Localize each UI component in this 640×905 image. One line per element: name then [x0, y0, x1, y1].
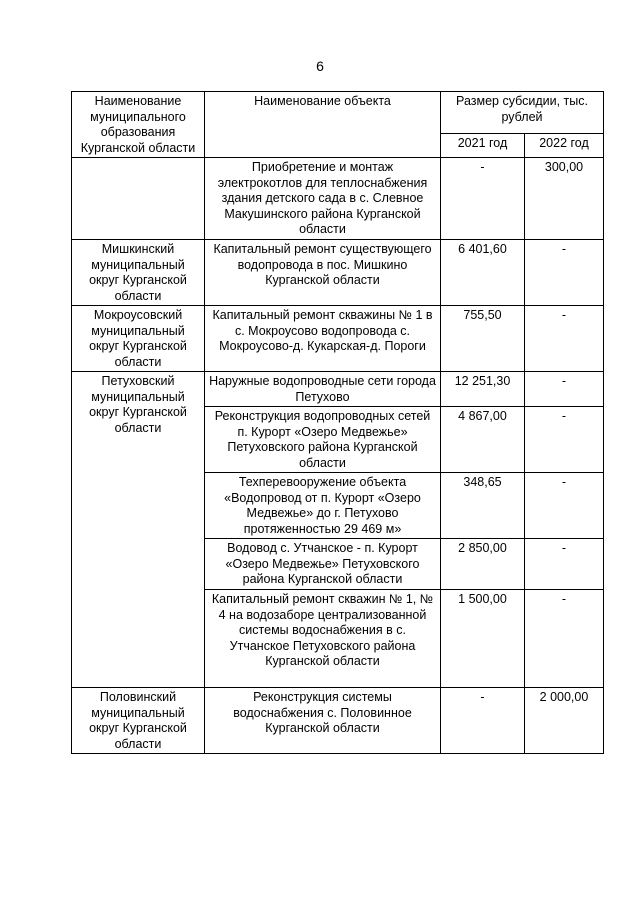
cell-object: Техперевооружение объекта «Водопровод от п. Курорт «Озеро Медвежье» до г. Петухово протяженностью 29 469 м»	[205, 473, 441, 539]
cell-object: Капитальный ремонт скважины № 1 в с. Мокроусово водопровода с. Мокроусово-д. Кукарская-д. Пороги	[205, 306, 441, 372]
cell-2021: 348,65	[441, 473, 525, 539]
cell-2022: -	[525, 590, 604, 688]
cell-2021: 755,50	[441, 306, 525, 372]
cell-object: Наружные водопроводные сети города Петухово	[205, 372, 441, 407]
cell-2022: -	[525, 240, 604, 306]
cell-object: Капитальный ремонт существующего водопровода в пос. Мишкино Курганской области	[205, 240, 441, 306]
cell-municipality: Мокроусовский муниципальный округ Курганской области	[72, 306, 205, 372]
table-row	[72, 306, 604, 372]
cell-2022: -	[525, 407, 604, 473]
cell-2021: 2 850,00	[441, 539, 525, 590]
header-municipality: Наименование муниципального образования Курганской области	[72, 92, 205, 158]
page-number: 6	[316, 58, 324, 74]
header-year-2022: 2022 год	[525, 133, 604, 157]
cell-object: Водовод с. Утчанское - п. Курорт «Озеро Медвежье» Петуховского района Курганской области	[205, 539, 441, 590]
cell-object: Реконструкция системы водоснабжения с. Половинное Курганской области	[205, 688, 441, 754]
cell-object: Приобретение и монтаж электрокотлов для теплоснабжения здания детского сада в с. Слевное Макушинского района Курганской области	[205, 158, 441, 240]
table-row	[72, 158, 604, 240]
cell-2021: 4 867,00	[441, 407, 525, 473]
cell-2022: 2 000,00	[525, 688, 604, 754]
header-subsidy: Размер субсидии, тыс. рублей	[441, 92, 604, 134]
cell-2021: 1 500,00	[441, 590, 525, 688]
header-year-2021: 2021 год	[441, 133, 525, 157]
table-row	[72, 240, 604, 306]
cell-municipality: Половинский муниципальный округ Курганской области	[72, 688, 205, 754]
cell-municipality: Мишкинский муниципальный округ Курганской области	[72, 240, 205, 306]
cell-2021: -	[441, 158, 525, 240]
cell-2022: 300,00	[525, 158, 604, 240]
table-header-row	[72, 92, 604, 134]
cell-object: Реконструкция водопроводных сетей п. Курорт «Озеро Медвежье» Петуховского района Курганской области	[205, 407, 441, 473]
cell-2022: -	[525, 306, 604, 372]
subsidy-table	[71, 91, 604, 754]
cell-2021: 12 251,30	[441, 372, 525, 407]
cell-municipality: Петуховский муниципальный округ Курганской области	[72, 372, 205, 688]
cell-2022: -	[525, 473, 604, 539]
table-row	[72, 372, 604, 407]
cell-municipality	[72, 158, 205, 240]
table-row	[72, 688, 604, 754]
cell-2022: -	[525, 372, 604, 407]
cell-2021: -	[441, 688, 525, 754]
cell-object: Капитальный ремонт скважин № 1, № 4 на водозаборе централизованной системы водоснабжения в с. Утчанское Петуховского района Курганской области	[205, 590, 441, 688]
cell-2021: 6 401,60	[441, 240, 525, 306]
header-object: Наименование объекта	[205, 92, 441, 158]
cell-2022: -	[525, 539, 604, 590]
